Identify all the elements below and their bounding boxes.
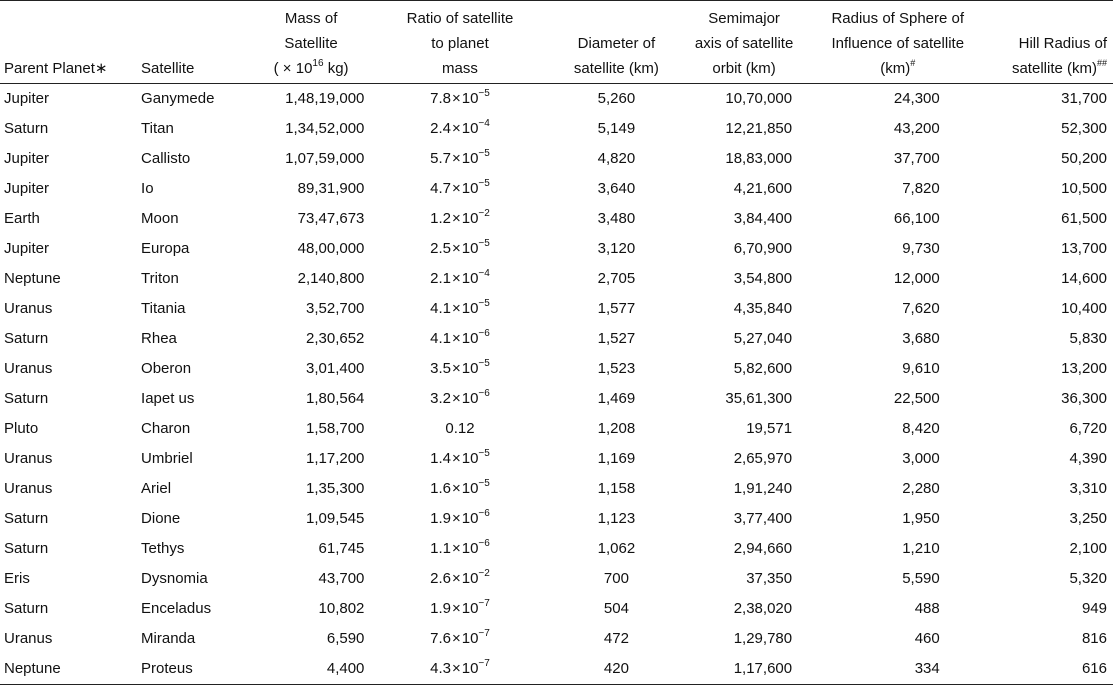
cell-semimajor-axis: 18,83,000	[725, 150, 793, 167]
ratio-mantissa: 1.4	[430, 450, 451, 467]
table-row	[0, 264, 1113, 294]
cell-hill-radius: 13,200	[1061, 360, 1107, 377]
cell-satellite: Dysnomia	[141, 570, 208, 587]
cell-semimajor-axis: 2,65,970	[733, 450, 793, 467]
cell-satellite: Enceladus	[141, 600, 212, 617]
ratio-exponent: −5	[478, 478, 490, 489]
cell-sphere-of-influence: 37,700	[893, 150, 940, 167]
cell-ratio	[364, 114, 555, 144]
table-row	[0, 114, 1113, 144]
ratio-times-sign: ×	[451, 300, 461, 317]
cell-semimajor-axis: 5,82,600	[733, 360, 793, 377]
cell-parent-planet: Uranus	[4, 360, 53, 377]
ratio-exponent: −5	[478, 88, 490, 99]
cell-parent-planet: Pluto	[4, 420, 39, 437]
cell-parent-planet: Jupiter	[4, 150, 50, 167]
ratio-base: 10	[461, 300, 479, 317]
table-row	[0, 444, 1113, 474]
cell-ratio	[364, 624, 555, 654]
cell-mass: 89,31,900	[297, 180, 365, 197]
cell-ratio	[364, 84, 555, 115]
ratio-mantissa: 1.9	[430, 510, 451, 527]
ratio-times-sign: ×	[451, 240, 461, 257]
cell-semimajor-axis: 12,21,850	[725, 120, 793, 137]
cell-parent-planet: Jupiter	[4, 240, 50, 257]
ratio-times-sign: ×	[451, 270, 461, 287]
ratio-mantissa: 4.1	[430, 300, 451, 317]
cell-hill-radius: 13,700	[1061, 240, 1107, 257]
ratio-times-sign: ×	[451, 360, 461, 377]
cell-parent-planet: Eris	[4, 570, 30, 587]
cell-hill-radius: 4,390	[1069, 450, 1107, 467]
cell-parent-planet: Saturn	[4, 120, 49, 137]
ratio-mantissa: 1.1	[430, 540, 451, 557]
cell-diameter: 1,577	[597, 300, 636, 317]
cell-semimajor-axis: 35,61,300	[725, 390, 793, 407]
cell-sphere-of-influence: 66,100	[893, 210, 940, 227]
cell-diameter: 2,705	[597, 270, 636, 287]
cell-parent-planet: Earth	[4, 210, 40, 227]
cell-hill-radius: 14,600	[1061, 270, 1107, 287]
cell-diameter: 3,480	[597, 210, 636, 227]
cell-hill-radius: 52,300	[1061, 120, 1107, 137]
cell-hill-radius: 5,320	[1069, 570, 1107, 587]
cell-satellite: Rhea	[141, 330, 177, 347]
ratio-exponent: −5	[478, 358, 490, 369]
cell-satellite: Callisto	[141, 150, 191, 167]
ratio-exponent: −6	[478, 388, 490, 399]
cell-satellite: Proteus	[141, 654, 248, 685]
ratio-times-sign: ×	[451, 630, 461, 647]
table-row	[0, 654, 1113, 685]
cell-parent-planet: Saturn	[4, 540, 49, 557]
ratio-base: 10	[461, 210, 479, 227]
header-mass: Mass of Satellite ( × $10^{16}$ kg)	[248, 1, 365, 84]
ratio-times-sign: ×	[451, 180, 461, 197]
cell-sphere-of-influence: 1,950	[902, 510, 940, 527]
cell-hill-radius: 61,500	[1061, 210, 1107, 227]
cell-ratio	[364, 474, 555, 504]
ratio-times-sign: ×	[451, 330, 461, 347]
ratio-times-sign: ×	[451, 210, 461, 227]
ratio-exponent: −7	[478, 598, 490, 609]
cell-mass: 1,58,700	[306, 420, 365, 437]
ratio-base: 10	[461, 600, 479, 617]
table-row	[0, 324, 1113, 354]
cell-satellite: Triton	[141, 270, 179, 287]
cell-sphere-of-influence: 334	[811, 654, 985, 685]
ratio-mantissa: 2.5	[430, 240, 451, 257]
ratio-mantissa: 2.6	[430, 570, 451, 587]
ratio-base: 10	[461, 120, 479, 137]
ratio-times-sign: ×	[451, 480, 461, 497]
cell-mass: 2,30,652	[306, 330, 365, 347]
cell-semimajor-axis: 6,70,900	[733, 240, 793, 257]
cell-hill-radius: 5,830	[1069, 330, 1107, 347]
ratio-times-sign: ×	[451, 600, 461, 617]
cell-mass: 3,01,400	[306, 360, 365, 377]
cell-ratio	[364, 414, 555, 444]
table-row	[0, 504, 1113, 534]
ratio-exponent: −4	[478, 268, 490, 279]
ratio-times-sign: ×	[451, 90, 461, 107]
ratio-base: 10	[461, 240, 479, 257]
cell-sphere-of-influence: 3,680	[902, 330, 940, 347]
ratio-base: 10	[461, 360, 479, 377]
cell-sphere-of-influence: 43,200	[893, 120, 940, 137]
ratio-times-sign: ×	[451, 390, 461, 407]
table-row	[0, 234, 1113, 264]
cell-mass: 1,48,19,000	[285, 90, 365, 107]
cell-sphere-of-influence: 7,620	[902, 300, 940, 317]
cell-satellite: Moon	[141, 210, 179, 227]
ratio-mantissa: 1.2	[430, 210, 451, 227]
ratio-base: 10	[461, 480, 479, 497]
cell-semimajor-axis: 1,17,600	[677, 654, 811, 685]
ratio-times-sign: ×	[451, 150, 461, 167]
cell-semimajor-axis: 2,94,660	[733, 540, 793, 557]
cell-ratio	[364, 204, 555, 234]
cell-diameter: 3,640	[597, 180, 636, 197]
table-row	[0, 354, 1113, 384]
ratio-times-sign: ×	[451, 660, 461, 677]
cell-satellite: Ganymede	[141, 90, 215, 107]
ratio-exponent: −6	[478, 538, 490, 549]
cell-parent-planet: Uranus	[4, 450, 53, 467]
cell-mass: 73,47,673	[297, 210, 365, 227]
ratio-exponent: −2	[478, 568, 490, 579]
cell-hill-radius: 36,300	[1061, 390, 1107, 407]
ratio-base: 10	[461, 630, 479, 647]
cell-sphere-of-influence: 22,500	[893, 390, 940, 407]
cell-semimajor-axis: 4,21,600	[733, 180, 793, 197]
header-diameter: Diameter of satellite (km)	[556, 1, 678, 84]
table-row	[0, 534, 1113, 564]
table-row	[0, 204, 1113, 234]
header-sphere-of-influence: Radius of Sphere of Influence of satellite (km)#	[811, 1, 985, 84]
cell-hill-radius: 816	[1081, 630, 1107, 647]
cell-sphere-of-influence: 460	[914, 630, 940, 647]
ratio-mantissa: 7.6	[430, 630, 451, 647]
ratio-mantissa: 5.7	[430, 150, 451, 167]
cell-mass: 1,09,545	[306, 510, 365, 527]
ratio-base: 10	[461, 540, 479, 557]
ratio-base: 10	[461, 270, 479, 287]
cell-ratio	[364, 444, 555, 474]
ratio-exponent: −2	[478, 208, 490, 219]
ratio-times-sign: ×	[451, 450, 461, 467]
cell-satellite: Charon	[141, 420, 191, 437]
ratio-exponent: −5	[478, 148, 490, 159]
cell-mass: 3,52,700	[306, 300, 365, 317]
ratio-base: 10	[461, 570, 479, 587]
cell-sphere-of-influence: 9,730	[902, 240, 940, 257]
cell-semimajor-axis: 5,27,040	[733, 330, 793, 347]
cell-ratio	[364, 384, 555, 414]
cell-diameter: 1,062	[597, 540, 636, 557]
cell-diameter: 504	[603, 600, 629, 617]
cell-mass: 4,400	[248, 654, 365, 685]
header-semimajor-axis: Semimajor axis of satellite orbit (km)	[677, 1, 811, 84]
ratio-mantissa: 4.1	[430, 330, 451, 347]
cell-ratio	[364, 504, 555, 534]
ratio-mantissa: 2.4	[430, 120, 451, 137]
cell-parent-planet: Uranus	[4, 300, 53, 317]
ratio-exponent: −6	[478, 508, 490, 519]
cell-diameter: 420	[556, 654, 678, 685]
cell-diameter: 1,123	[597, 510, 636, 527]
cell-ratio	[364, 324, 555, 354]
cell-parent-planet: Saturn	[4, 600, 49, 617]
ratio-times-sign: ×	[451, 570, 461, 587]
ratio-base: 10	[461, 660, 479, 677]
cell-sphere-of-influence: 7,820	[902, 180, 940, 197]
table-row	[0, 624, 1113, 654]
ratio-mantissa: 4.7	[430, 180, 451, 197]
cell-diameter: 1,158	[597, 480, 636, 497]
cell-parent-planet: Jupiter	[4, 180, 50, 197]
cell-mass: 6,590	[326, 630, 365, 647]
cell-satellite: Umbriel	[141, 450, 193, 467]
cell-parent-planet: Neptune	[4, 270, 61, 287]
ratio-exponent: −5	[478, 448, 490, 459]
ratio-base: 10	[461, 450, 479, 467]
cell-sphere-of-influence: 488	[914, 600, 940, 617]
cell-sphere-of-influence: 2,280	[902, 480, 940, 497]
cell-hill-radius: 10,500	[1061, 180, 1107, 197]
cell-sphere-of-influence: 12,000	[893, 270, 940, 287]
cell-ratio	[364, 234, 555, 264]
ratio-mantissa: 4.3	[430, 660, 451, 677]
cell-satellite: Iapet us	[141, 390, 195, 407]
cell-ratio	[364, 144, 555, 174]
cell-ratio	[364, 654, 555, 685]
header-satellite: Satellite	[141, 1, 248, 84]
cell-parent-planet: Saturn	[4, 390, 49, 407]
cell-diameter: 1,169	[597, 450, 636, 467]
cell-hill-radius: 616	[985, 654, 1113, 685]
ratio-mantissa: 3.2	[430, 390, 451, 407]
cell-mass: 43,700	[318, 570, 365, 587]
cell-semimajor-axis: 1,29,780	[733, 630, 793, 647]
header-parent-planet: Parent Planet∗	[0, 1, 141, 84]
cell-diameter: 700	[603, 570, 629, 587]
ratio-times-sign: ×	[451, 120, 461, 137]
cell-ratio	[364, 294, 555, 324]
cell-ratio	[364, 264, 555, 294]
cell-mass: 10,802	[318, 600, 365, 617]
ratio-exponent: −5	[478, 298, 490, 309]
cell-hill-radius: 6,720	[1069, 420, 1107, 437]
cell-ratio	[364, 174, 555, 204]
ratio-exponent: −4	[478, 118, 490, 129]
table-row	[0, 384, 1113, 414]
ratio-times-sign: ×	[451, 540, 461, 557]
cell-mass: 61,745	[318, 540, 365, 557]
cell-semimajor-axis: 3,84,400	[733, 210, 793, 227]
cell-mass: 1,80,564	[306, 390, 365, 407]
cell-diameter: 5,149	[597, 120, 636, 137]
cell-parent-planet: Saturn	[4, 330, 49, 347]
cell-diameter: 1,523	[597, 360, 636, 377]
table-row	[0, 84, 1113, 115]
header-hill-radius: Hill Radius of satellite (km)##	[985, 1, 1113, 84]
ratio-exponent: −5	[478, 178, 490, 189]
table-row	[0, 174, 1113, 204]
cell-mass: 1,17,200	[306, 450, 365, 467]
table-row	[0, 414, 1113, 444]
cell-parent-planet: Uranus	[4, 630, 53, 647]
cell-mass: 2,140,800	[297, 270, 365, 287]
ratio-exponent: −6	[478, 328, 490, 339]
table-row	[0, 474, 1113, 504]
cell-hill-radius: 31,700	[1061, 90, 1107, 107]
ratio-mantissa: 1.9	[430, 600, 451, 617]
cell-diameter: 1,527	[597, 330, 636, 347]
cell-semimajor-axis: 3,77,400	[733, 510, 793, 527]
cell-diameter: 4,820	[597, 150, 636, 167]
header-row	[0, 1, 1113, 84]
ratio-base: 10	[461, 510, 479, 527]
table-body	[0, 84, 1113, 685]
ratio-base: 10	[461, 150, 479, 167]
ratio-exponent: −7	[478, 658, 490, 669]
table-row	[0, 294, 1113, 324]
cell-semimajor-axis: 4,35,840	[733, 300, 793, 317]
cell-hill-radius: 50,200	[1061, 150, 1107, 167]
cell-sphere-of-influence: 1,210	[902, 540, 940, 557]
ratio-base: 10	[461, 330, 479, 347]
ratio-value: 0.12	[445, 420, 475, 437]
table-header	[0, 1, 1113, 84]
cell-parent-planet: Jupiter	[4, 90, 50, 107]
cell-mass: 48,00,000	[297, 240, 365, 257]
cell-diameter: 3,120	[597, 240, 636, 257]
cell-hill-radius: 3,250	[1069, 510, 1107, 527]
cell-hill-radius: 10,400	[1061, 300, 1107, 317]
cell-diameter: 472	[603, 630, 629, 647]
cell-parent-planet: Uranus	[4, 480, 53, 497]
cell-semimajor-axis: 37,350	[746, 570, 793, 587]
cell-sphere-of-influence: 5,590	[902, 570, 940, 587]
ratio-mantissa: 2.1	[430, 270, 451, 287]
ratio-mantissa: 3.5	[430, 360, 451, 377]
cell-mass: 1,35,300	[306, 480, 365, 497]
ratio-exponent: −5	[478, 238, 490, 249]
cell-satellite: Miranda	[141, 630, 196, 647]
ratio-base: 10	[461, 180, 479, 197]
cell-ratio	[364, 594, 555, 624]
ratio-base: 10	[461, 90, 479, 107]
cell-hill-radius: 2,100	[1069, 540, 1107, 557]
cell-satellite: Dione	[141, 510, 181, 527]
cell-mass: 1,34,52,000	[285, 120, 365, 137]
cell-satellite: Titania	[141, 300, 186, 317]
cell-semimajor-axis: 10,70,000	[725, 90, 793, 107]
cell-ratio	[364, 354, 555, 384]
cell-diameter: 1,469	[597, 390, 636, 407]
cell-sphere-of-influence: 8,420	[902, 420, 940, 437]
cell-diameter: 5,260	[597, 90, 636, 107]
cell-sphere-of-influence: 3,000	[902, 450, 940, 467]
cell-hill-radius: 3,310	[1069, 480, 1107, 497]
cell-semimajor-axis: 3,54,800	[733, 270, 793, 287]
table-row	[0, 144, 1113, 174]
cell-satellite: Europa	[141, 240, 190, 257]
table-row	[0, 564, 1113, 594]
cell-ratio	[364, 534, 555, 564]
ratio-base: 10	[461, 390, 479, 407]
cell-hill-radius: 949	[1081, 600, 1107, 617]
table-row	[0, 594, 1113, 624]
cell-semimajor-axis: 19,571	[746, 420, 793, 437]
ratio-times-sign: ×	[451, 510, 461, 527]
cell-semimajor-axis: 1,91,240	[733, 480, 793, 497]
cell-satellite: Io	[141, 180, 154, 197]
ratio-mantissa: 1.6	[430, 480, 451, 497]
cell-satellite: Ariel	[141, 480, 172, 497]
cell-satellite: Tethys	[141, 540, 185, 557]
cell-sphere-of-influence: 9,610	[902, 360, 940, 377]
cell-diameter: 1,208	[597, 420, 636, 437]
ratio-exponent: −7	[478, 628, 490, 639]
cell-satellite: Oberon	[141, 360, 192, 377]
cell-satellite: Titan	[141, 120, 174, 137]
cell-sphere-of-influence: 24,300	[893, 90, 940, 107]
cell-mass: 1,07,59,000	[285, 150, 365, 167]
header-ratio: Ratio of satellite to planet mass	[364, 1, 555, 84]
cell-parent-planet: Saturn	[4, 510, 49, 527]
cell-semimajor-axis: 2,38,020	[733, 600, 793, 617]
cell-ratio	[364, 564, 555, 594]
ratio-mantissa: 7.8	[430, 90, 451, 107]
cell-parent-planet: Neptune	[0, 654, 141, 685]
